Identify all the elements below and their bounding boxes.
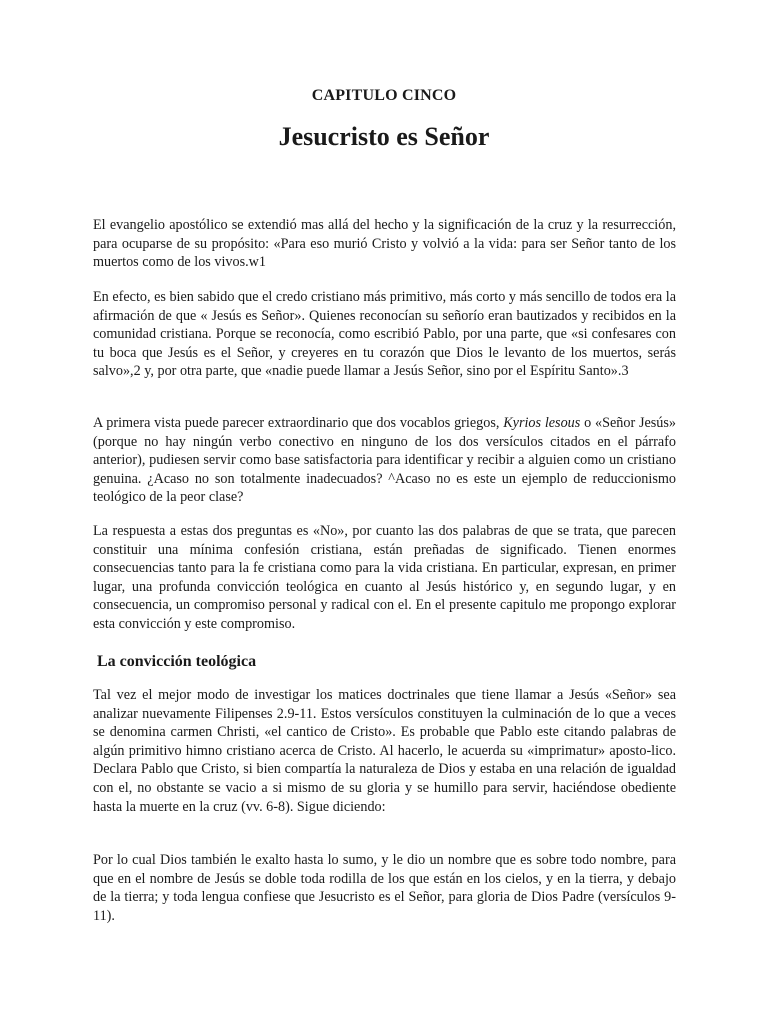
section-heading: La convicción teológica xyxy=(97,653,257,670)
paragraph-3-text-start: A primera vista puede parecer extraordinario que dos vocablos griegos, xyxy=(93,415,504,431)
chapter-label: CAPITULO CINCO xyxy=(311,87,457,104)
chapter-title: Jesucristo es Señor xyxy=(278,122,490,151)
paragraph-5 xyxy=(93,686,676,816)
paragraph-4 xyxy=(93,522,676,634)
paragraph-3-text xyxy=(93,414,676,507)
paragraph-3-italic-term: Kyrios lesous xyxy=(503,415,581,431)
paragraph-1-text: El evangelio apostólico se extendió mas allá del hecho y la significación de la cruz y la resurrección, para ocuparse de su propósito: «Para eso murió Cristo y volvió a la vida: para ser Señor tanto de los muertos como de los vivos.w1 xyxy=(93,217,676,271)
paragraph-2 xyxy=(93,288,676,381)
paragraph-3 xyxy=(93,414,676,507)
paragraph-3-text-end: o «Señor Jesús» (porque no hay ningún verbo conectivo en ninguno de los dos versículos citados en el párrafo anterior), pudiesen servir como base satisfactoria para identificar y recibir a alguien como un cristiano genuina. ¿Acaso no son totalmente inadecuados? ^Acaso no es este un ejemplo de reduccionismo teológico de la peor clase? xyxy=(93,415,677,506)
paragraph-2-text: En efecto, es bien sabido que el credo cristiano más primitivo, más corto y más sencillo de todos era la afirmación de que « Jesús es Señor». Quienes reconocían su señorío eran bautizados y recibidos en la comunidad cristiana. Porque se reconocía, como escribió Pablo, por una parte, que «si confesares con tu boca que Jesús es el Señor, y creyeres en tu corazón que Dios le levanto de los muertos, serás salvo»,2 y, por otra parte, que «nadie puede llamar a Jesús Señor, sino por el Espíritu Santo».3 xyxy=(93,289,676,380)
paragraph-6-text: Por lo cual Dios también le exalto hasta lo sumo, y le dio un nombre que es sobre todo nombre, para que en el nombre de Jesús se doble toda rodilla de los que están en los cielos, y en la tierra, y debajo de la tierra; y toda lengua confiese que Jesucristo es el Señor, para gloria de Dios Padre (versículos 9-11). xyxy=(93,852,676,924)
paragraph-1 xyxy=(93,216,676,272)
paragraph-6 xyxy=(93,851,676,925)
paragraph-5-text: Tal vez el mejor modo de investigar los matices doctrinales que tiene llamar a Jesús «Señor» sea analizar nuevamente Filipenses 2.9-11. Estos versículos constituyen la culminación de lo que a veces se denomina carmen Christi, «el cantico de Cristo». Es probable que Pablo este citando palabras de algún primitivo himno cristiano acerca de Cristo. Al hacerlo, le acuerda su «imprimatur» aposto-lico. Declara Pablo que Cristo, si bien compartía la naturaleza de Dios y estaba en una relación de igualdad con el, no obstante se vacio a si mismo de su gloria y se humillo para servir, haciéndose obediente hasta la muerte en la cruz (vv. 6-8). Sigue diciendo: xyxy=(93,687,676,815)
paragraph-4-text: La respuesta a estas dos preguntas es «No», por cuanto las dos palabras de que se trata, que parecen constituir una mínima confesión cristiana, están preñadas de significado. Tienen enormes consecuencias tanto para la fe cristiana como para la vida cristiana. En particular, expresan, en primer lugar, una profunda convicción teológica en cuanto al Jesús histórico y, en segundo lugar, y en consecuencia, un compromiso personal y radical con el. En el presente capitulo me propongo explorar esta convicción y este compromiso. xyxy=(93,523,676,632)
